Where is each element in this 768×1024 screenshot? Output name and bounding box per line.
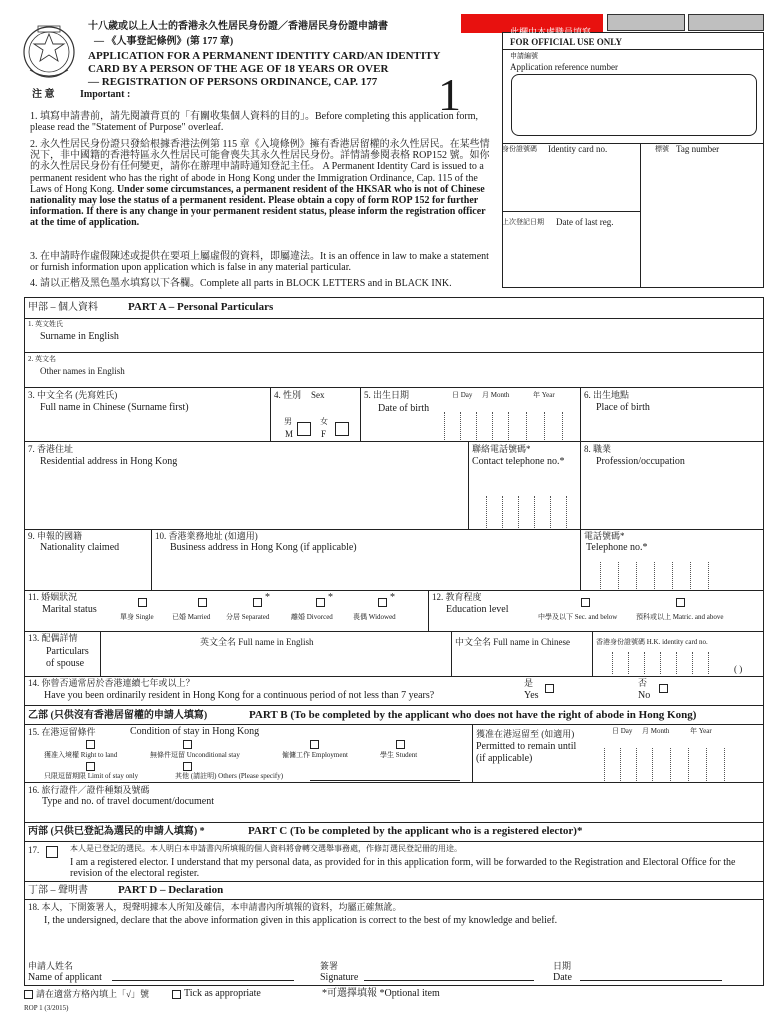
- telephone-label-zh: 電話號碼*: [584, 531, 625, 541]
- field-6-label-zh: 6. 出生地點: [584, 390, 630, 400]
- part-c-heading-en: PART C (To be completed by the applicant who is a registered elector)*: [248, 825, 583, 837]
- tag-label-en: Tag number: [676, 144, 720, 154]
- form-subtitle-zh: — 《人事登記條例》(第 177 章): [94, 36, 234, 47]
- permit-until-date-field[interactable]: [600, 742, 762, 781]
- residential-address-field[interactable]: [25, 442, 467, 528]
- important-label-en: Important :: [80, 89, 131, 100]
- spouse-id-check-digit: ( ): [734, 664, 743, 674]
- stay-others-checkbox[interactable]: [183, 762, 192, 771]
- permit-month-label: 月 Month: [642, 727, 670, 735]
- marital-single-checkbox[interactable]: [138, 598, 147, 607]
- registered-elector-checkbox[interactable]: [46, 846, 58, 858]
- surname-english-field[interactable]: [25, 319, 763, 351]
- applicant-name-label-zh: 申請人姓名: [28, 961, 74, 971]
- marital-single-label: 單身 Single: [120, 613, 154, 621]
- field-12-label-zh: 12. 教育程度: [432, 592, 482, 602]
- stay-limit-only-label: 只限逗留期限 Limit of stay only: [44, 772, 139, 780]
- ref-number-field[interactable]: [511, 74, 757, 136]
- official-header-zh: 此欄由本處職員填寫: [510, 27, 592, 37]
- permit-year-label: 年 Year: [690, 727, 712, 735]
- marital-married-checkbox[interactable]: [198, 598, 207, 607]
- signature-field[interactable]: [364, 968, 534, 981]
- marital-separated-star: *: [265, 592, 270, 603]
- field-4-label-zh: 4. 性別: [274, 390, 302, 400]
- part-b-heading-zh: 乙部 (只供沒有香港居留權的申請人填寫): [28, 710, 208, 721]
- date-label-en: Date: [553, 972, 572, 983]
- field-14-label-zh: 14. 你曾否通常居於香港連續七年或以上？: [28, 678, 195, 688]
- important-item-1: 1. 填寫申請書前，請先閱讀背頁的「有關收集個人資料的目的」。Before completing this application form, please read the "Statement of Purpose" overleaf.: [30, 111, 479, 134]
- form-copy-number: 1: [438, 69, 461, 120]
- field-17-label: 17.: [28, 845, 40, 855]
- stay-unconditional-label: 無條件逗留 Unconditional stay: [150, 751, 240, 759]
- field-12-label-en: Education level: [446, 604, 509, 615]
- legend-checkbox-zh: [24, 990, 33, 999]
- education-secondary-checkbox[interactable]: [581, 598, 590, 607]
- ref-number-label-en: Application reference number: [510, 62, 618, 72]
- ref-number-label-zh: 申請編號: [510, 52, 538, 60]
- lastreg-label-zh: 上次登記日期: [502, 218, 544, 226]
- field-4-label-en: Sex: [311, 390, 325, 400]
- field-15-label-zh: 15. 在港逗留條件: [28, 727, 96, 737]
- marital-divorced-star: *: [328, 592, 333, 603]
- idcard-label-en: Identity card no.: [548, 144, 608, 154]
- telephone-label-en: Telephone no.*: [586, 542, 648, 553]
- marital-widowed-star: *: [390, 592, 395, 603]
- stay-employment-checkbox[interactable]: [310, 740, 319, 749]
- education-secondary-label: 中學及以下 Sec. and below: [538, 613, 618, 621]
- field-3-label-en: Full name in Chinese (Surname first): [40, 402, 189, 413]
- resident-no-checkbox[interactable]: [659, 684, 668, 693]
- sex-male-checkbox[interactable]: [297, 422, 311, 436]
- field-8-label-en: Profession/occupation: [596, 456, 685, 467]
- spouse-english-name-label: 英文全名 Full name in English: [200, 637, 314, 647]
- spouse-chinese-name-label: 中文全名 Full name in Chinese: [455, 637, 570, 647]
- marital-widowed-checkbox[interactable]: [378, 598, 387, 607]
- full-name-chinese-field[interactable]: [25, 388, 269, 440]
- permit-until-label-zh: 獲准在港逗留至 (如適用): [476, 729, 575, 739]
- business-address-field[interactable]: [152, 553, 579, 589]
- occupation-field[interactable]: [581, 466, 763, 528]
- sex-male-label-zh: 男: [284, 417, 292, 426]
- sex-male-label-en: M: [285, 429, 294, 439]
- important-label-zh: 注 意: [32, 89, 55, 100]
- field-10-label-zh: 10. 香港業務地址 (如適用): [155, 531, 258, 541]
- grey-tab-box-2: [688, 14, 764, 31]
- form-title-zh: 十八歲或以上人士的香港永久性居民身份證／香港居民身份證申請書: [88, 21, 388, 32]
- field-16-label-zh: 16. 旅行證件／證件種類及號碼: [28, 785, 150, 795]
- resident-yes-label-en: Yes: [524, 690, 539, 701]
- resident-no-label-en: No: [638, 690, 651, 701]
- field-10-label-en: Business address in Hong Kong (if applicable): [170, 542, 357, 553]
- place-of-birth-field[interactable]: [581, 388, 763, 440]
- field-11-label-en: Marital status: [42, 604, 97, 615]
- field-16-label-en: Type and no. of travel document/document: [42, 796, 215, 807]
- tick-instruction-zh: 請在適當方格內填上「√」號: [36, 989, 149, 999]
- date-label-zh: 日期: [553, 961, 572, 971]
- optional-item-note: *可選擇填報 *Optional item: [322, 988, 440, 999]
- resident-no-label-zh: 否: [638, 678, 648, 688]
- hksar-crest-logo: [20, 18, 78, 90]
- sex-female-checkbox[interactable]: [335, 422, 349, 436]
- marital-separated-checkbox[interactable]: [253, 598, 262, 607]
- field-1-label-en: Surname in English: [40, 331, 119, 342]
- field-9-label-en: Nationality claimed: [40, 542, 120, 553]
- stay-others-label: 其他 (請註明) Others (Please specify): [175, 772, 284, 780]
- declaration-text-en: I, the undersigned, declare that the above information given in this application is correct to the best of my knowledge and belief.: [44, 915, 558, 926]
- field-3-label-zh: 3. 中文全名 (先寫姓氏): [28, 390, 118, 400]
- tag-label-zh: 標號: [655, 145, 669, 153]
- legend-checkbox-en: [172, 990, 181, 999]
- dob-day-label: 日 Day: [452, 391, 473, 399]
- dob-month-label: 月 Month: [482, 391, 510, 399]
- marital-separated-label: 分居 Separated: [226, 613, 270, 621]
- official-header-en: FOR OFFICIAL USE ONLY: [510, 37, 622, 47]
- declaration-text-zh: 18. 本人，下開簽署人，現聲明據本人所知及確信，本申請書內所填報的資料，均屬正確無訛。: [28, 902, 402, 912]
- field-5-label-zh: 5. 出生日期: [364, 390, 410, 400]
- signature-label-zh: 簽署: [320, 961, 339, 971]
- idcard-label-zh: 身份證號碼: [502, 145, 537, 153]
- elector-statement-zh: 本人是已登記的選民。本人明白本申請書內所填報的個人資料將會轉交選舉事務處，作修訂選民登記冊的用途。: [70, 844, 462, 853]
- part-d-heading-zh: 丁部 – 聲明書: [28, 885, 88, 896]
- applicant-name-label-en: Name of applicant: [28, 972, 102, 983]
- part-c-heading-zh: 丙部 (只供已登記為選民的申請人填寫) *: [28, 826, 205, 837]
- stay-employment-label: 僱傭工作 Employment: [282, 751, 348, 759]
- stay-limit-only-checkbox[interactable]: [86, 762, 95, 771]
- important-item-3: 3. 在申請時作虛假陳述或提供在要項上屬虛假的資料，即屬違法。It is an offence in law to make a statement or furnish information upon application which is false in any material particular.: [30, 251, 489, 274]
- field-1-label-zh: 1. 英文姓氏: [28, 320, 63, 328]
- lastreg-label-en: Date of last reg.: [556, 217, 614, 227]
- field-13-label-en-1: Particulars: [46, 646, 89, 657]
- contact-phone-label-zh: 聯絡電話號碼*: [472, 444, 531, 454]
- spouse-english-name-field[interactable]: [101, 650, 450, 675]
- form-title-en-line2: CARD BY A PERSON OF THE AGE OF 18 YEARS OR OVER: [88, 63, 389, 75]
- stay-unconditional-checkbox[interactable]: [183, 740, 192, 749]
- permit-day-label: 日 Day: [612, 727, 633, 735]
- field-7-label-zh: 7. 香港住址: [28, 444, 74, 454]
- contact-phone-label-en: Contact telephone no.*: [472, 456, 565, 467]
- sex-female-label-en: F: [321, 429, 327, 439]
- important-item-2: 2. 永久性居民身份證只發給根據香港法例第 115 章《入境條例》擁有香港居留權的永久性居民。在某些情況下，非中國籍的香港特區永久性居民可能會喪失其永久性居民身份。詳情請參閱表格 ROP152 號。如你的永久性居民身份有任何變更，請你在辦理申請時通知登記主任。 A Permanent Identity Card is issued to a permanent resident who has the right of abode in Hong Kong under the Immigration Ordinance, Cap. 115 of the Laws of Hong Kong. Under some circumstances, a permanent resident of the HKSAR who is not of Chinese nationality may lose the status of a permanent resident. Please obtain a copy of form ROP 152 for further information. If there is any change in your permanent resident status, please inform the registration officer at the time of application.: [30, 139, 490, 229]
- stay-student-label: 學生 Student: [380, 751, 418, 759]
- nationality-field[interactable]: [25, 553, 149, 589]
- part-d-heading-en: PART D – Declaration: [118, 884, 224, 896]
- permit-until-label-en-1: Permitted to remain until: [476, 741, 577, 752]
- field-9-label-zh: 9. 申報的國籍: [28, 531, 83, 541]
- form-title-en-line3: — REGISTRATION OF PERSONS ORDINANCE, CAP. 177: [88, 76, 378, 88]
- stay-others-specify-field[interactable]: [310, 768, 460, 781]
- stay-right-to-land-checkbox[interactable]: [86, 740, 95, 749]
- field-11-label-zh: 11. 婚姻狀況: [28, 592, 78, 602]
- tick-instruction-en: Tick as appropriate: [184, 988, 261, 999]
- education-matric-label: 預科或以上 Matric. and above: [636, 613, 724, 621]
- field-2-label-en: Other names in English: [40, 366, 125, 376]
- field-8-label-zh: 8. 職業: [584, 444, 612, 454]
- permit-until-label-en-2: (if applicable): [476, 753, 533, 764]
- field-13-label-zh: 13. 配偶詳情: [28, 633, 78, 643]
- spouse-chinese-name-field[interactable]: [452, 650, 591, 675]
- marital-divorced-label: 離婚 Divorced: [291, 613, 333, 621]
- field-5-label-en: Date of birth: [378, 403, 430, 414]
- field-14-label-en: Have you been ordinarily resident in Hong Kong for a continuous period of not less than 7 years?: [44, 690, 435, 701]
- marital-divorced-checkbox[interactable]: [316, 598, 325, 607]
- dob-year-label: 年 Year: [533, 391, 555, 399]
- marital-married-label: 已婚 Married: [172, 613, 211, 621]
- travel-document-field[interactable]: [25, 808, 763, 822]
- field-6-label-en: Place of birth: [596, 402, 650, 413]
- part-b-heading-en: PART B (To be completed by the applicant who does not have the right of abode in Hong Kong): [249, 709, 697, 721]
- sex-female-label-zh: 女: [320, 417, 328, 426]
- field-13-label-en-2: of spouse: [46, 658, 85, 669]
- form-number: ROP 1 (3/2015): [24, 1004, 69, 1012]
- important-item-4: 4. 請以正楷及黑色墨水填寫以下各欄。Complete all parts in BLOCK LETTERS and in BLACK INK.: [30, 278, 452, 289]
- field-15-label-en: Condition of stay in Hong Kong: [130, 726, 260, 737]
- resident-yes-checkbox[interactable]: [545, 684, 554, 693]
- part-a-heading-zh: 甲部 – 個人資料: [28, 302, 98, 313]
- marital-widowed-label: 喪偶 Widowed: [353, 613, 396, 621]
- declaration-date-field[interactable]: [580, 968, 722, 981]
- education-matric-checkbox[interactable]: [676, 598, 685, 607]
- form-title-en-line1: APPLICATION FOR A PERMANENT IDENTITY CARD/AN IDENTITY: [88, 50, 441, 62]
- stay-right-to-land-label: 獲准入境權 Right to land: [44, 751, 118, 759]
- grey-tab-box-1: [607, 14, 685, 31]
- elector-statement-en: I am a registered elector. I understand that my personal data, as provided for in this application form, will be forwarded to the Registration and Electoral Office for the revision of the electoral register.: [70, 857, 736, 880]
- field-2-label-zh: 2. 英文名: [28, 355, 56, 363]
- applicant-name-field[interactable]: [112, 968, 294, 981]
- field-7-label-en: Residential address in Hong Kong: [40, 456, 178, 467]
- part-a-heading-en: PART A – Personal Particulars: [128, 301, 274, 313]
- stay-student-checkbox[interactable]: [396, 740, 405, 749]
- signature-label-en: Signature: [320, 972, 359, 983]
- resident-yes-label-zh: 是: [524, 678, 534, 688]
- spouse-id-label: 香港身份證號碼 H.K. identity card no.: [596, 638, 708, 646]
- other-names-english-field[interactable]: [25, 353, 763, 386]
